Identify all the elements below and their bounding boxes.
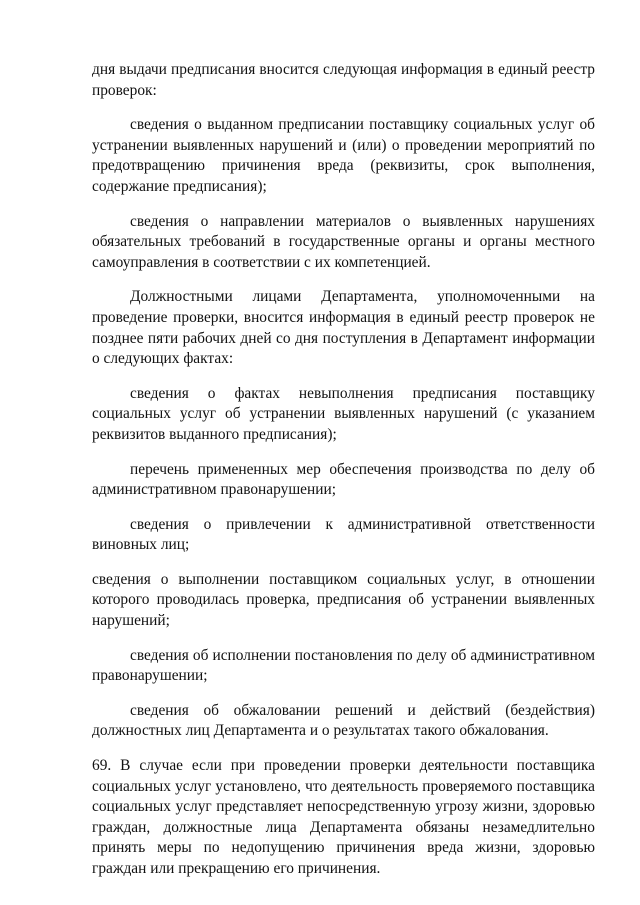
paragraph-resolution-execution: сведения об исполнении постановления по делу об административном правонарушении;: [92, 646, 595, 685]
paragraph-appeal: сведения об обжаловании решений и действий (бездействия) должностных лиц Департамента и о результатах такого обжалования.: [92, 701, 595, 740]
paragraph-officials-duty: Должностными лицами Департамента, уполномоченными на проведение проверки, вносится информация в единый реестр проверок не позднее пяти рабочих дней со дня поступления в Департамент информации о следующих фактах:: [92, 288, 595, 368]
paragraph-prescription-info: сведения о выданном предписании поставщику социальных услуг об устранении выявленных нарушений и (или) о проведении мероприятий по предотвращению причинения вреда (реквизиты, срок выполнения, содержание предписания);: [92, 116, 595, 195]
paragraph-continuation: дня выдачи предписания вносится следующая информация в единый реестр проверок:: [92, 61, 595, 99]
paragraph-liability: сведения о привлечении к административной ответственности виновных лиц;: [92, 515, 595, 554]
paragraph-materials-info: сведения о направлении материалов о выявленных нарушениях обязательных требований в государственные органы и органы местного самоуправления в соответствии с их компетенцией.: [92, 212, 595, 271]
paragraph-section-69: 69. В случае если при проведении проверки деятельности поставщика социальных услуг установлено, что деятельность проверяемого поставщика социальных услуг представляет непосредственную угрозу жизни, здоровью граждан, должностные лица Департамента обязаны незамедлительно принять меры по недопущению причинения вреда жизни, здоровью граждан или прекращению его причинения.: [92, 757, 595, 877]
paragraph-non-compliance: сведения о фактах невыполнения предписания поставщику социальных услуг об устранении выявленных нарушений (с указанием реквизитов выданного предписания);: [92, 384, 595, 443]
paragraph-fulfilment: сведения о выполнении поставщиком социальных услуг, в отношении которого проводилась проверка, предписания об устранении выявленных нарушений;: [92, 570, 595, 630]
document-page: [92, 60, 595, 894]
paragraph-measures-list: перечень примененных мер обеспечения производства по делу об административном правонарушении;: [92, 460, 595, 499]
